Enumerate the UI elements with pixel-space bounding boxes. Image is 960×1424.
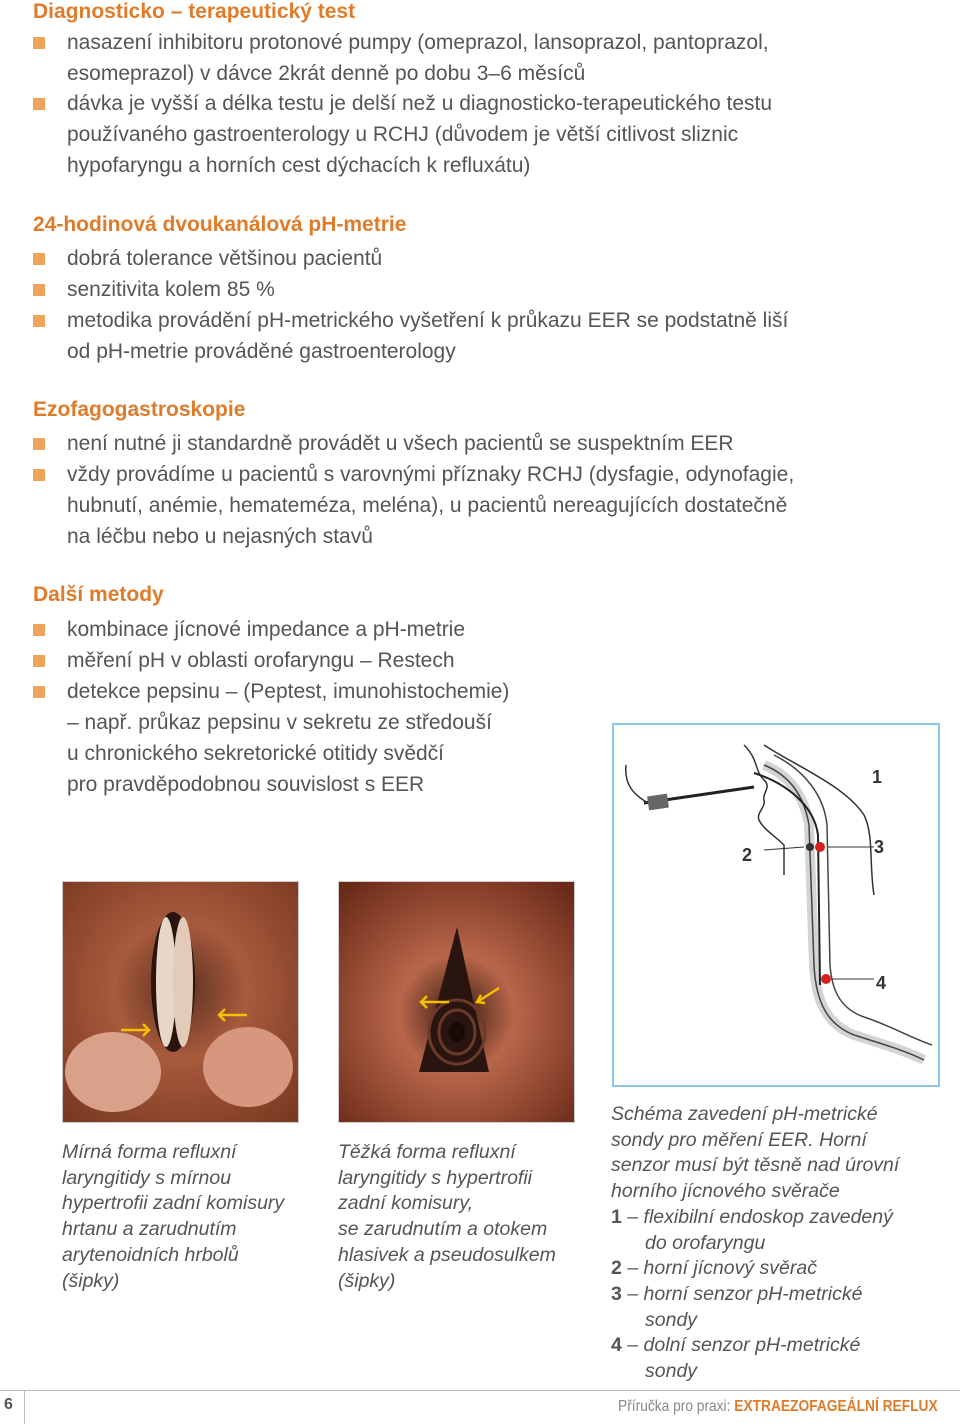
- list-item-line: dávka je vyšší a délka testu je delší než u diagnosticko-terapeutického testu: [67, 92, 773, 115]
- schema-caption: [611, 1102, 899, 1385]
- bullet-icon: [33, 624, 45, 636]
- legend-number: 3: [611, 1282, 622, 1305]
- page-number: 6: [4, 1396, 13, 1413]
- legend-text-cont: do orofaryngu: [645, 1231, 766, 1254]
- section-heading-diagnostic-test: Diagnosticko – terapeutický test: [33, 0, 356, 23]
- list-item-line: detekce pepsinu – (Peptest, imunohistochemie): [67, 680, 510, 703]
- list-item-line: vždy provádíme u pacientů s varovnými příznaky RCHJ (dysfagie, odynofagie,: [67, 463, 795, 486]
- caption-line: Těžká forma refluxní: [338, 1141, 516, 1163]
- caption-line: (šipky): [62, 1269, 120, 1292]
- caption-line: (šipky): [338, 1269, 396, 1292]
- list-item-line: nasazení inhibitoru protonové pumpy (omeprazol, lansoprazol, pantoprazol,: [67, 31, 769, 54]
- legend-item: [611, 1205, 899, 1231]
- footer-divider: [0, 1390, 960, 1391]
- photo-caption-severe: [338, 1140, 556, 1294]
- legend-text: – dolní senzor pH-metrické: [627, 1334, 861, 1357]
- list-item-line: senzitivita kolem 85 %: [67, 278, 275, 301]
- ph-probe-schema-drawing: [614, 725, 938, 1085]
- list-item-line: není nutné ji standardně provádět u všech pacientů se suspektním EER: [67, 432, 734, 455]
- footer-prefix: Příručka pro praxi:: [618, 1398, 731, 1415]
- laryngoscopy-photo-mild: [62, 881, 299, 1123]
- footer-page-divider: [24, 1390, 25, 1424]
- legend-item: [611, 1282, 899, 1308]
- laryngoscopy-photo-severe-drawing: [339, 882, 574, 1122]
- list-item-line: měření pH v oblasti orofaryngu – Restech: [67, 649, 455, 672]
- list-item-line: hypofaryngu a horních cest dýchacích k refluxátu): [67, 154, 531, 177]
- list-item-line: pro pravděpodobnou souvislost s EER: [67, 773, 425, 796]
- caption-line: laryngitidy s mírnou: [62, 1166, 232, 1189]
- list-item-line: od pH-metrie prováděné gastroenterology: [67, 340, 456, 363]
- legend-number: 4: [611, 1334, 622, 1357]
- footer-book-title: EXTRAEZOFAGEÁLNÍ REFLUX: [734, 1398, 938, 1415]
- section-heading-ph-metrie: 24-hodinová dvoukanálová pH-metrie: [33, 213, 407, 236]
- list-item-line: hubnutí, anémie, hemateméza, meléna), u pacientů nereagujících dostatečně: [67, 494, 788, 517]
- caption-line: hrtanu a zarudnutím: [62, 1218, 237, 1241]
- caption-line: horního jícnového svěrače: [611, 1180, 840, 1203]
- bullet-icon: [33, 284, 45, 296]
- legend-number: 1: [611, 1205, 622, 1228]
- legend-item: [611, 1333, 899, 1359]
- caption-line: senzor musí být těsně nad úrovní: [611, 1154, 900, 1177]
- schema-label-2: 2: [742, 845, 753, 865]
- bullet-icon: [33, 37, 45, 49]
- schema-label-4: 4: [876, 973, 887, 993]
- legend-text: – flexibilní endoskop zavedený: [627, 1205, 893, 1228]
- list-item-line: dobrá tolerance většinou pacientů: [67, 247, 383, 270]
- list-item-line: metodika provádění pH-metrického vyšetření k průkazu EER se podstatně liší: [67, 309, 789, 332]
- list-item-line: esomeprazol) v dávce 2krát denně po dobu 3–6 měsíců: [67, 62, 586, 85]
- bullet-icon: [33, 315, 45, 327]
- caption-line: se zarudnutím a otokem: [338, 1218, 548, 1241]
- legend-text-cont: sondy: [645, 1360, 698, 1383]
- list-item-line: na léčbu nebo u nejasných stavů: [67, 525, 373, 548]
- laryngoscopy-photo-severe: [338, 881, 575, 1123]
- legend-text: – horní senzor pH-metrické: [627, 1282, 863, 1305]
- caption-line: sondy pro měření EER. Horní: [611, 1128, 867, 1151]
- bullet-icon: [33, 438, 45, 450]
- list-item-line: – např. průkaz pepsinu v sekretu ze středouší: [67, 711, 492, 734]
- caption-line: hypertrofii zadní komisury: [62, 1192, 285, 1215]
- list-item-line: kombinace jícnové impedance a pH-metrie: [67, 618, 466, 641]
- ph-probe-schema-figure: [612, 723, 940, 1087]
- schema-label-1: 1: [872, 767, 883, 787]
- bullet-icon: [33, 469, 45, 481]
- laryngoscopy-photo-mild-drawing: [63, 882, 298, 1122]
- photo-caption-mild: [62, 1140, 284, 1294]
- section-heading-dalsi-metody: Další metody: [33, 583, 164, 606]
- schema-label-3: 3: [874, 837, 885, 857]
- legend-text-cont: sondy: [645, 1308, 698, 1331]
- list-item-line: u chronického sekretorické otitidy svědčí: [67, 742, 445, 765]
- caption-line: laryngitidy s hypertrofii: [338, 1166, 532, 1189]
- caption-line: zadní komisury,: [338, 1192, 474, 1215]
- caption-line: hlasivek a pseudosulkem: [338, 1243, 556, 1266]
- section-heading-ezofagogastroskopie: Ezofagogastroskopie: [33, 398, 246, 421]
- legend-item: [611, 1256, 899, 1282]
- caption-line: arytenoidních hrbolů: [62, 1243, 239, 1266]
- bullet-icon: [33, 98, 45, 110]
- bullet-icon: [33, 686, 45, 698]
- footer-title: [618, 1398, 938, 1416]
- bullet-icon: [33, 253, 45, 265]
- list-item-line: používaného gastroenterology u RCHJ (důvodem je větší citlivost sliznic: [67, 123, 739, 146]
- legend-text: – horní jícnový svěrač: [627, 1257, 817, 1280]
- legend-number: 2: [611, 1257, 622, 1280]
- bullet-icon: [33, 655, 45, 667]
- caption-line: Schéma zavedení pH-metrické: [611, 1103, 878, 1125]
- caption-line: Mírná forma refluxní: [62, 1141, 237, 1163]
